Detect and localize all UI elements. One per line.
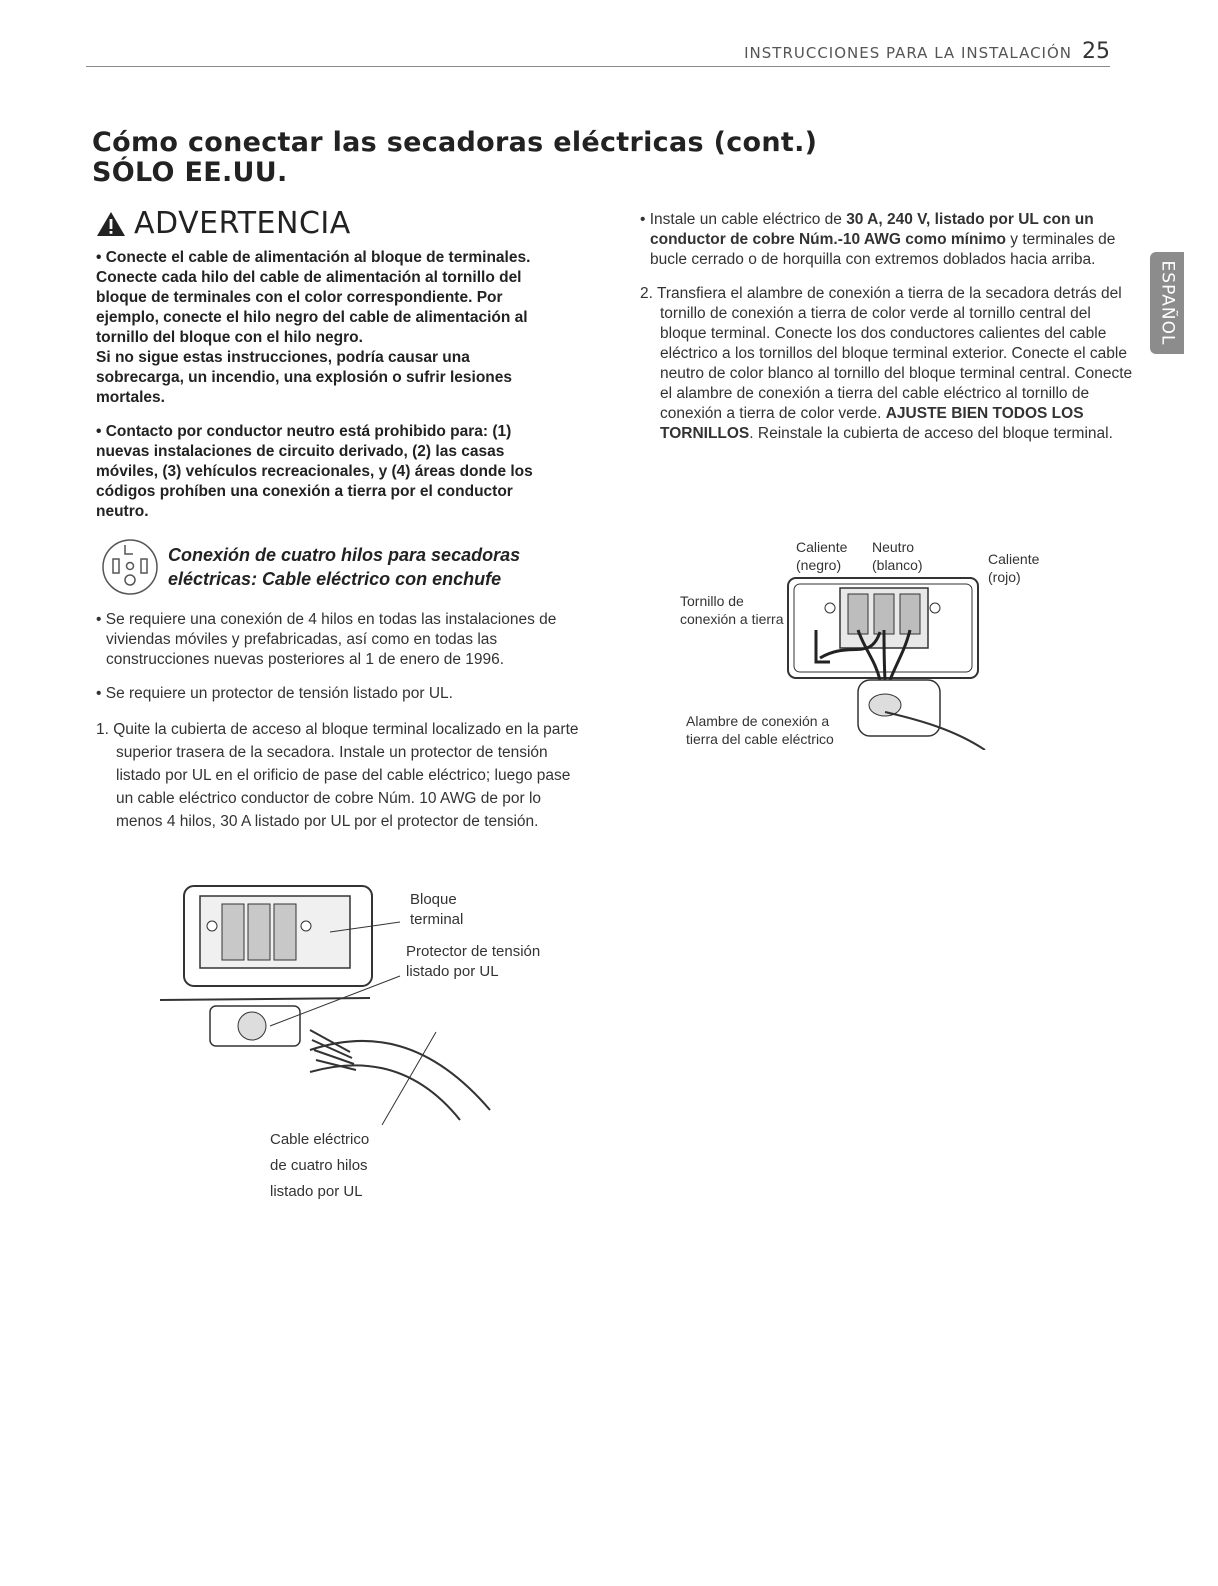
header-divider xyxy=(86,66,1110,67)
step-2-text: 2. Transfiera el alambre de conexión a tierra de la secadora detrás del tornillo de conexión a tierra de color verde al tornillo central del bloque terminal. Conecte los dos conductores calientes del cable eléctrico a los tornillos del bloque terminal exterior. Conecte el cable neutro de color blanco al tornillo del bloque terminal central. Conecte el alambre de conexión a tierra del cable eléctrico al tornillo de conexión a tierra de color verde. xyxy=(640,285,1133,422)
cable-spec-text-end: y terminales de bucle cerrado o de horquilla con extremos doblados hacia arriba. xyxy=(650,231,1116,268)
warning-bullet-1-line: bloque de terminales con el color correspondiente. Por xyxy=(96,289,503,306)
warning-bullet-1-line: Si no sigue estas instrucciones, podría causar una xyxy=(96,349,470,366)
right-instructions xyxy=(640,210,1136,458)
warning-bullet-2-line: neutro. xyxy=(96,503,149,520)
requirement-bullet-1: • Se requiere una conexión de 4 hilos en todas las instalaciones de viviendas móviles y prefabricadas, así como en todas las construcciones nuevas posteriores al 1 de enero de 1996. xyxy=(96,611,557,668)
page-title-line1: Cómo conectar las secadoras eléctricas (cont.) xyxy=(92,127,818,158)
warning-triangle-icon xyxy=(96,210,126,238)
warning-bullet-1-line: ejemplo, conecte el hilo negro del cable de alimentación al xyxy=(96,309,528,326)
cable-spec-text: • Instale un cable eléctrico de xyxy=(640,211,847,228)
warning-bullet-1-line: mortales. xyxy=(96,389,165,406)
warning-bullet-1-line: • Conecte el cable de alimentación al bloque de terminales. xyxy=(96,249,531,266)
requirement-bullet-2: • Se requiere un protector de tensión listado por UL. xyxy=(96,685,453,702)
warning-bullet-1-line: sobrecarga, un incendio, una explosión o sufrir lesiones xyxy=(96,369,513,386)
warning-bullet-2-line: nuevas instalaciones de circuito derivado, (2) las casas xyxy=(96,443,505,460)
subsection-title-line1: Conexión de cuatro hilos para secadoras xyxy=(168,545,521,565)
warning-bullet-2-line: • Contacto por conductor neutro está prohibido para: (1) xyxy=(96,423,512,440)
warning-title: ADVERTENCIA xyxy=(134,206,351,241)
label-ground-wire: Alambre de conexión a tierra del cable eléctrico xyxy=(686,713,834,747)
warning-bullet-1 xyxy=(96,248,596,408)
four-prong-outlet-icon xyxy=(100,537,160,597)
label-hot-black: Caliente (negro) xyxy=(796,539,848,573)
subsection-heading xyxy=(100,537,520,597)
warning-heading xyxy=(96,206,351,241)
page-title-line2: SÓLO EE.UU. xyxy=(92,157,288,188)
label-neutral: Neutro (blanco) xyxy=(872,539,923,573)
label-strain-relief: Protector de tensión listado por UL xyxy=(406,943,541,980)
step-2 xyxy=(640,284,1136,444)
cable-spec-bold: 30 A, 240 V, listado por UL con un conductor de cobre Núm.-10 AWG como mínimo xyxy=(650,211,1094,248)
label-power-cord-line2: de cuatro hilos xyxy=(270,1157,368,1174)
warning-bullet-2 xyxy=(96,422,596,522)
language-tab xyxy=(1150,252,1184,354)
warning-bullet-1-line: Conecte cada hilo del cable de alimentación al tornillo del xyxy=(96,269,522,286)
label-ground-screw: Tornillo de conexión a tierra xyxy=(680,593,784,627)
page-number: 25 xyxy=(1082,39,1110,64)
running-header: INSTRUCCIONES PARA LA INSTALACIÓN xyxy=(744,44,1072,62)
label-power-cord-line3: listado por UL xyxy=(270,1183,363,1200)
label-terminal-block: Bloque terminal xyxy=(410,891,464,928)
cable-spec-bullet xyxy=(640,210,1136,270)
language-tab-label: ESPAÑOL xyxy=(1157,260,1177,346)
subsection-title xyxy=(168,543,520,591)
left-instructions xyxy=(96,610,586,847)
subsection-title-line2: eléctricas: Cable eléctrico con enchufe xyxy=(168,569,502,589)
step-2-text-end: . Reinstale la cubierta de acceso del bloque terminal. xyxy=(749,425,1113,442)
warning-bullet-2-line: móviles, (3) vehículos recreacionales, y (4) áreas donde los xyxy=(96,463,533,480)
warning-body xyxy=(96,248,596,536)
step-1: 1. Quite la cubierta de acceso al bloque terminal localizado en la parte superior trasera de la secadora. Instale un protector de tensión listado por UL en el orificio de pase del cable eléctrico; luego pase un cable eléctrico conductor de cobre Núm. 10 AWG de por lo menos 4 hilos, 30 A listado por UL por el protector de tensión. xyxy=(96,721,579,830)
label-power-cord-line1: Cable eléctrico xyxy=(270,1131,370,1148)
page-title xyxy=(92,128,817,188)
label-hot-red: Caliente (rojo) xyxy=(988,551,1040,585)
warning-bullet-1-line: tornillo del bloque con el hilo negro. xyxy=(96,329,363,346)
step-2-bold: AJUSTE BIEN TODOS LOS TORNILLOS xyxy=(660,405,1084,442)
warning-bullet-2-line: códigos prohíben una conexión a tierra por el conductor xyxy=(96,483,513,500)
